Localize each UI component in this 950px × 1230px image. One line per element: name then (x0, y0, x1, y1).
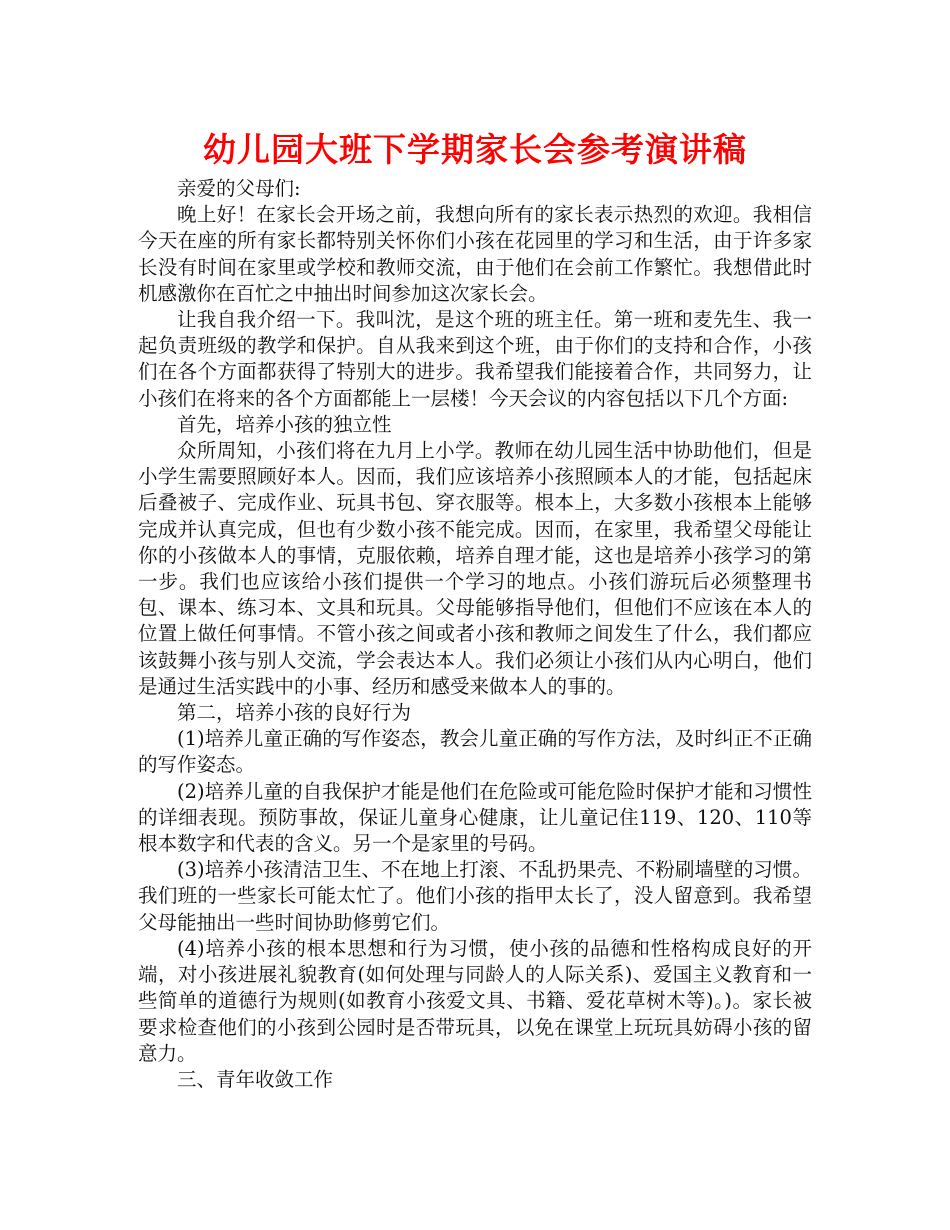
paragraph-greeting: 亲爱的父母们: (177, 177, 301, 200)
section-heading-good-behavior: 第二，培养小孩的良好行为 (177, 701, 412, 725)
paragraph-independence: 众所周知，小孩们将在九月上小学。教师在幼儿园生活中协助他们，但是小学生需要照顾好本人。因而，我们应该培养小孩照顾本人的才能，包括起床后叠被子、完成作业、玩具书包、穿衣服等。根本上，大多数小孩根本上能够完成并认真完成，但也有少数小孩不能完成。因而，在家里，我希望父母能让你的小孩做本人的事情，克服依赖，培养自理才能，这也是培养小孩学习的第一步。我们也应该给小孩们提供一个学习的地点。小孩们游玩后必须整理书包、课本、练习本、文具和玩具。父母能够指导他们，但他们不应该在本人的位置上做任何事情。不管小孩之间或者小孩和教师之间发生了什么，我们都应该鼓舞小孩与别人交流，学会表达本人。我们必须让小孩们从内心明白，他们是通过生活实践中的小事、经历和感受来做本人的事的。 (138, 439, 812, 698)
paragraph-item-1: (1)培养儿童正确的写作姿态，教会儿童正确的写作方法，及时纠正不正确的写作姿态。 (138, 727, 812, 777)
document-title: 幼儿园大班下学期家长会参考演讲稿 (203, 130, 747, 169)
paragraph-welcome: 晚上好！在家长会开场之前，我想向所有的家长表示热烈的欢迎。我相信今天在座的所有家长都特别关怀你们小孩在花园里的学习和生活，由于许多家长没有时间在家里或学校和教师交流，由于他们在会前工作繁忙。我想借此时机感激你在百忙之中抽出时间参加这次家长会。 (138, 203, 812, 305)
paragraph-item-2: (2)培养儿童的自我保护才能是他们在危险或可能危险时保护才能和习惯性的详细表现。预防事故，保证儿童身心健康，让儿童记住119、120、110等根本数字和代表的含义。另一个是家里的号码。 (138, 779, 812, 856)
paragraph-item-4: (4)培养小孩的根本思想和行为习惯，使小孩的品德和性格构成良好的开端，对小孩进展礼貌教育(如何处理与同龄人的人际关系)、爱国主义教育和一些简单的道德行为规则(如教育小孩爱文具、书籍、爱花草树木等)。)。家长被要求检查他们的小孩到公园时是否带玩具，以免在课堂上玩玩具妨碍小孩的留意力。 (138, 936, 812, 1065)
paragraph-item-3: (3)培养小孩清洁卫生、不在地上打滚、不乱扔果壳、不粉刷墙壁的习惯。我们班的一些家长可能太忙了。他们小孩的指甲太长了，没人留意到。我希望父母能抽出一些时间协助修剪它们。 (138, 858, 812, 934)
paragraph-introduction: 让我自我介绍一下。我叫沈，是这个班的班主任。第一班和麦先生、我一起负责班级的教学和保护。自从我来到这个班，由于你们的支持和合作，小孩们在各个方面都获得了特别大的进步。我希望我们能接着合作，共同努力，让小孩们在将来的各个方面都能上一层楼！今天会议的内容包括以下几个方面: (138, 308, 812, 410)
section-heading-third: 三、青年收敛工作 (177, 1067, 334, 1091)
document-body (138, 176, 812, 1093)
section-heading-independence: 首先，培养小孩的独立性 (177, 412, 392, 436)
